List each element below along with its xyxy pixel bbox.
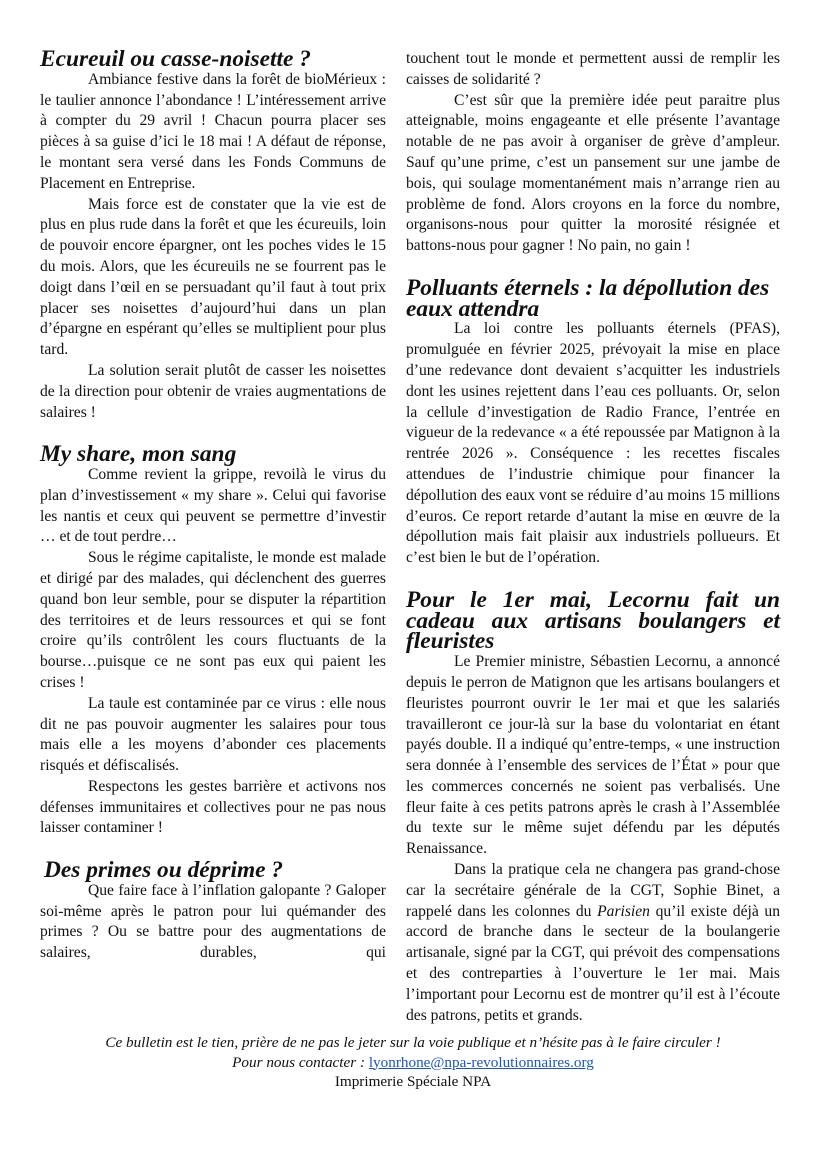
article-paragraph: Ambiance festive dans la forêt de bioMérieux : le taulier annonce l’abondance ! L’intéressement arrive à compter du 29 avril ! Chacun pourra placer ses pièces à sa guise d’ici le 18 mai ! A défaut de réponse, le montant sera versé dans les Fonds Communs de Placement en Entreprise. [40, 70, 386, 192]
article-title: Ecureuil ou casse-noisette ? [40, 46, 311, 72]
article-paragraph: Comme revient la grippe, revoilà le virus du plan d’investissement « my share ». Celui qui favorise les nantis et ceux qui peuvent se permettre d’investir … et de tout perdre… [40, 465, 386, 546]
article-polluants [406, 274, 780, 569]
article-primes-continued [406, 49, 780, 257]
article-paragraph: La loi contre les polluants éternels (PFAS), promulguée en février 2025, prévoyait la mise en place d’une redevance dont devaient s’acquitter les industriels dont les usines rejettent dans l’eau ces polluants. Or, selon la cellule d’investigation de Radio France, l’entrée en vigueur de la redevance « a été repoussée par Matignon à la rentrée 2026 ». Conséquence : les recettes fiscales attendues de l’industrie chimique pour financer la dépollution des eaux vont se réduire d’au moins 15 millions d’euros. Ce report retarde d’autant la mise en œuvre de la dépollution mais fait plaisir aux industriels pollueurs. Et c’est bien le but de l’opération. [406, 320, 780, 567]
article-ecureuil [40, 46, 386, 423]
paragraph-text: qu’il existe déjà un accord de branche dans le secteur de la boulangerie artisanale, signé par la CGT, qui prévoit des compensations et des contreparties à l’ouverture le 1er mai. Mais l’important pour Lecornu est de montrer qu’il est à l’écoute des patrons, petits et grands. [406, 902, 781, 1024]
article-title: My share, mon sang [40, 441, 237, 468]
newspaper-name: Parisien [597, 902, 650, 920]
article-paragraph: touchent tout le monde et permettent aussi de remplir les caisses de solidarité ? [406, 50, 780, 88]
footer [0, 1033, 826, 1092]
article-paragraph: Mais force est de constater que la vie est de plus en plus rude dans la forêt et que les écureuils, loin de pouvoir encore épargner, ont les poches vides le 15 du mois. Alors, que les écureuils ne se fourrent pas le doigt dans l’œil en se persuadant qu’il faut à tout prix placer ses noisettes d’aujourd’hui dans un plan d’épargne en espérant qu’elles se multiplient pour plus tard. [40, 195, 386, 359]
article-title: Polluants éternels : la dépollution des eaux attendra [406, 274, 770, 322]
contact-email-link[interactable]: lyonrhone@npa-revolutionnaires.org [368, 1053, 594, 1071]
paragraph-text: Dans la pratique cela ne changera pas grand-chose car la secrétaire générale de la CGT, Sophie Binet, a rappelé dans les colonnes du [406, 861, 780, 920]
footer-printer: Imprimerie Spéciale NPA [334, 1073, 492, 1090]
article-paragraph: Le Premier ministre, Sébastien Lecornu, a annoncé depuis le perron de Matignon que les artisans boulangers et fleuristes pourront ouvrir le 1er mai et que les salariés travailleront ce jour-là sur la base du volontariat en étant payés double. Il a indiqué qu’entre-temps, « une instruction sera donnée à l’ensemble des services de l’État » pour que les commerces concernés ne soient pas verbalisés. Une fleur faite à ces petits patrons après le crash à l’Assemblée du texte sur le même sujet défendu par les députés Renaissance. [406, 653, 780, 858]
article-my-share [40, 441, 386, 839]
article-lecornu [406, 586, 781, 1027]
article-paragraph [406, 860, 780, 1026]
article-title: Des primes ou déprime ? [44, 857, 284, 884]
article-paragraph: C’est sûr que la première idée peut paraitre plus atteignable, moins engageante et elle présente l’avantage notable de ne pas avoir à organiser de grève d’ampleur. Sauf qu’une prime, c’est un pansement sur une jambe de bois, qui soulage momentanément mais n’arrange rien au problème de fond. Alors croyons en la force du nombre, organisons-nous pour quitter la morosité résignée et battons-nous pour gagner ! No pain, no gain ! [406, 91, 780, 255]
article-paragraph: La solution serait plutôt de casser les noisettes de la direction pour obtenir de vraies augmentations de salaires ! [40, 361, 386, 421]
right-column [406, 49, 780, 1026]
left-column [40, 46, 386, 964]
article-title: Pour le 1er mai, Lecornu fait un cadeau aux artisans boulangers et fleuristes [406, 586, 780, 655]
article-paragraph: Que faire face à l’inflation galopante ? Galoper soi-même après le patron pour lui quémander des primes ? Ou se battre pour des augmentations de salaires, durables, qui [40, 881, 386, 962]
article-paragraph: La taule est contaminée par ce virus : elle nous dit ne pas pouvoir augmenter les salaires pour tous mais elle a les moyens d’abonder ces placements risqués et défiscalisés. [40, 694, 386, 775]
footer-notice: Ce bulletin est le tien, prière de ne pas le jeter sur la voie publique et n’hésite pas à le faire circuler ! [105, 1034, 721, 1051]
article-primes [40, 857, 386, 964]
footer-contact [0, 1053, 826, 1073]
article-paragraph: Sous le régime capitaliste, le monde est malade et dirigé par des malades, qui déclenchent des guerres quand bon leur semble, pour se disputer la répartition des territoires et de leurs ressources et qui se font croire qu’ils contrôlent les cours fluctuants de la bourse…puisque ce ne sont pas eux qui paient les crises ! [40, 549, 386, 691]
article-paragraph: Respectons les gestes barrière et activons nos défenses immunitaires et collectives pour ne pas nous laisser contaminer ! [40, 777, 386, 837]
contact-label: Pour nous contacter : [232, 1053, 369, 1071]
